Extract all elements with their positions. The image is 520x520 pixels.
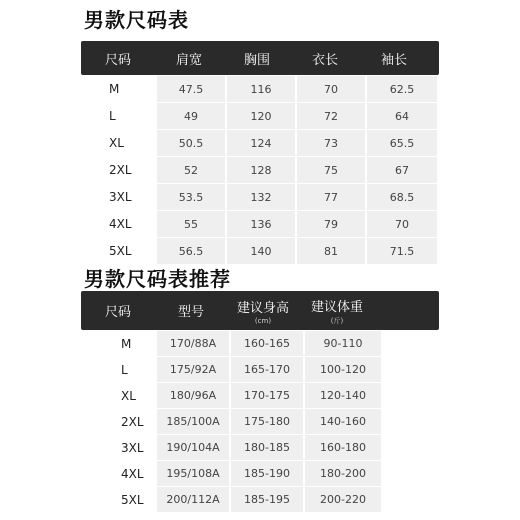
shoulder-cell: 50.5 <box>157 130 225 156</box>
height-cell: 175-180 <box>231 409 303 434</box>
weight-cell: 200-220 <box>305 487 381 512</box>
height-cell: 180-185 <box>231 435 303 460</box>
size-cell: L <box>121 362 128 377</box>
length-cell: 73 <box>297 130 365 156</box>
header-size: 尺码 <box>104 52 131 68</box>
shoulder-cell: 49 <box>157 103 225 129</box>
length-cell: 81 <box>297 238 365 264</box>
model-cell: 175/92A <box>157 357 229 382</box>
table-row <box>81 211 439 237</box>
chest-cell: 136 <box>227 211 295 237</box>
header-weight-unit: (斤) <box>330 316 344 325</box>
header-height-label: 建议身高 <box>236 300 289 316</box>
weight-cell: 160-180 <box>305 435 381 460</box>
weight-cell: 90-110 <box>305 331 381 356</box>
header-height <box>227 291 299 330</box>
row-spacer <box>381 383 439 408</box>
header-size <box>81 291 155 330</box>
row-spacer <box>381 357 439 382</box>
model-cell: 170/88A <box>157 331 229 356</box>
table-row <box>81 357 439 382</box>
size-cell: 4XL <box>109 217 132 231</box>
model-cell: 200/112A <box>157 487 229 512</box>
chest-cell: 140 <box>227 238 295 264</box>
size-chart-header-row <box>81 41 439 75</box>
size-chart-title: 男款尺码表 <box>84 8 189 32</box>
size-cell: 3XL <box>109 190 132 204</box>
table-row <box>81 461 439 486</box>
table-row <box>81 487 439 512</box>
size-cell: XL <box>121 388 136 403</box>
size-cell: L <box>109 109 116 123</box>
header-spacer <box>375 291 433 330</box>
row-spacer <box>381 461 439 486</box>
table-row <box>81 435 439 460</box>
table-row <box>81 238 439 264</box>
table-row <box>81 409 439 434</box>
sleeve-cell: 68.5 <box>367 184 437 210</box>
header-chest: 胸围 <box>243 52 270 68</box>
length-cell: 75 <box>297 157 365 183</box>
table-row <box>81 76 439 102</box>
chest-cell: 128 <box>227 157 295 183</box>
header-model <box>155 291 227 330</box>
weight-cell: 100-120 <box>305 357 381 382</box>
height-cell: 170-175 <box>231 383 303 408</box>
height-cell: 185-195 <box>231 487 303 512</box>
header-length: 衣长 <box>311 52 338 68</box>
sleeve-cell: 71.5 <box>367 238 437 264</box>
sleeve-cell: 67 <box>367 157 437 183</box>
weight-cell: 180-200 <box>305 461 381 486</box>
row-spacer <box>381 435 439 460</box>
sleeve-cell: 70 <box>367 211 437 237</box>
length-cell: 77 <box>297 184 365 210</box>
row-spacer <box>381 331 439 356</box>
height-cell: 185-190 <box>231 461 303 486</box>
table-row <box>81 103 439 129</box>
sleeve-cell: 62.5 <box>367 76 437 102</box>
table-row <box>81 383 439 408</box>
size-recommend-table <box>81 291 439 512</box>
shoulder-cell: 55 <box>157 211 225 237</box>
shoulder-cell: 53.5 <box>157 184 225 210</box>
model-cell: 195/108A <box>157 461 229 486</box>
size-cell: XL <box>109 136 124 150</box>
model-cell: 190/104A <box>157 435 229 460</box>
size-cell: 5XL <box>121 492 144 507</box>
size-cell: 2XL <box>109 163 132 177</box>
size-cell: 5XL <box>109 244 132 258</box>
length-cell: 79 <box>297 211 365 237</box>
size-chart-table <box>81 41 439 264</box>
header-model-label: 型号 <box>177 305 204 320</box>
chest-cell: 116 <box>227 76 295 102</box>
table-row <box>81 331 439 356</box>
row-spacer <box>381 487 439 512</box>
size-recommend-title: 男款尺码表推荐 <box>84 267 231 291</box>
size-recommend-header-row <box>81 291 439 330</box>
model-cell: 185/100A <box>157 409 229 434</box>
size-cell: 2XL <box>121 414 144 429</box>
weight-cell: 120-140 <box>305 383 381 408</box>
sleeve-cell: 64 <box>367 103 437 129</box>
model-cell: 180/96A <box>157 383 229 408</box>
height-cell: 160-165 <box>231 331 303 356</box>
height-cell: 165-170 <box>231 357 303 382</box>
size-cell: M <box>121 336 132 351</box>
header-size-label: 尺码 <box>104 305 131 320</box>
header-weight <box>299 291 375 330</box>
shoulder-cell: 56.5 <box>157 238 225 264</box>
chest-cell: 124 <box>227 130 295 156</box>
table-row <box>81 130 439 156</box>
header-sleeve: 袖长 <box>380 52 407 68</box>
sleeve-cell: 65.5 <box>367 130 437 156</box>
size-cell: 3XL <box>121 440 144 455</box>
header-shoulder: 肩宽 <box>175 52 202 68</box>
row-spacer <box>381 409 439 434</box>
size-cell: 4XL <box>121 466 144 481</box>
header-weight-label: 建议体重 <box>310 299 363 315</box>
chest-cell: 120 <box>227 103 295 129</box>
length-cell: 70 <box>297 76 365 102</box>
length-cell: 72 <box>297 103 365 129</box>
shoulder-cell: 47.5 <box>157 76 225 102</box>
table-row <box>81 184 439 210</box>
weight-cell: 140-160 <box>305 409 381 434</box>
shoulder-cell: 52 <box>157 157 225 183</box>
size-cell: M <box>109 82 120 96</box>
header-height-unit: (cm) <box>254 316 272 325</box>
chest-cell: 132 <box>227 184 295 210</box>
table-row <box>81 157 439 183</box>
